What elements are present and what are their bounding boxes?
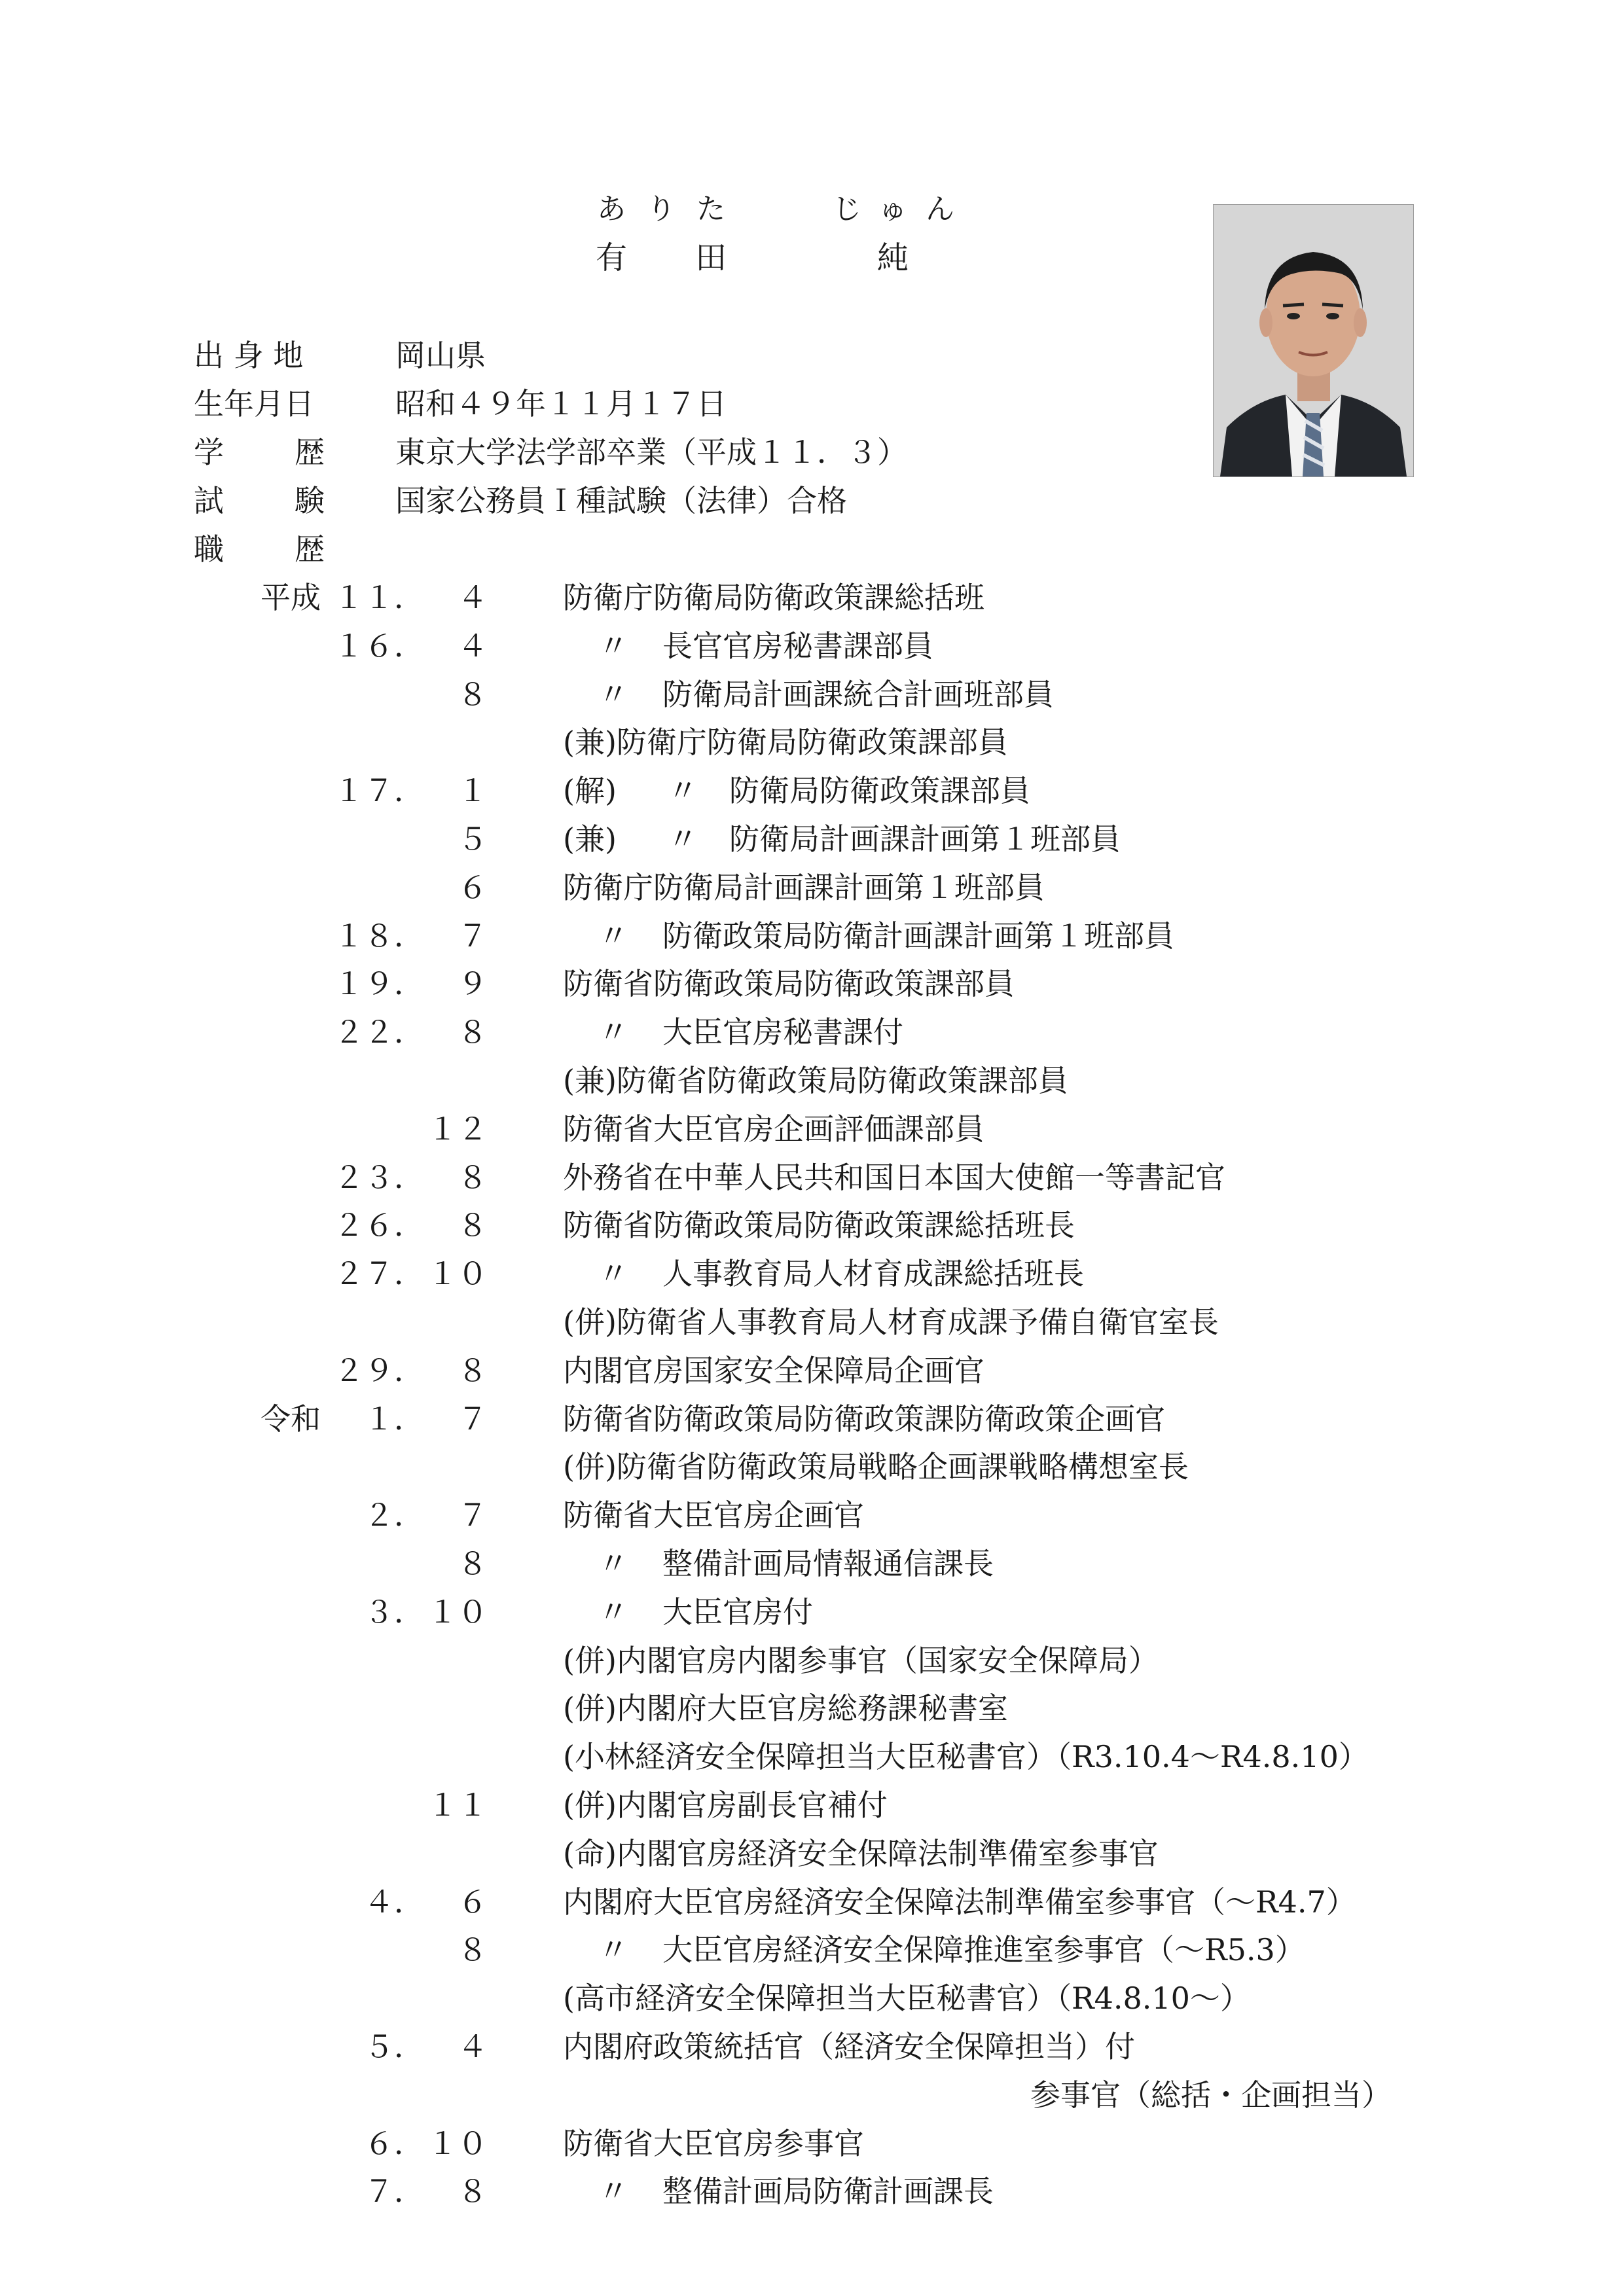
career-month: １１ [427, 1787, 488, 1823]
name-char: 田 [695, 240, 727, 276]
ditto-mark: 〃 [598, 677, 628, 712]
career-text: (兼)防衛庁防衛局防衛政策課部員 [563, 725, 1008, 760]
ditto-mark: 〃 [598, 1256, 628, 1291]
career-month: １ [458, 773, 488, 808]
career-month: ８ [458, 1546, 488, 1581]
career-month: ８ [458, 677, 488, 712]
career-text: (併)防衛省人事教育局人材育成課予備自衛官室長 [563, 1304, 1219, 1340]
career-text: 外務省在中華人民共和国日本国大使館一等書記官 [563, 1160, 1225, 1195]
career-month: ４ [458, 628, 488, 664]
career-year: ２２． [334, 1014, 424, 1050]
career-year: ６． [364, 2126, 424, 2161]
career-text: (併)内閣官房内閣参事官（国家安全保障局） [563, 1643, 1159, 1678]
career-year: ２７． [334, 1256, 424, 1291]
kana-char: じ [833, 192, 863, 226]
career-text: (高市経済安全保障担当大臣秘書官）（R4.8.10～） [563, 1981, 1250, 2016]
career-month: ８ [458, 1160, 488, 1195]
career-year: ７． [364, 2174, 424, 2209]
career-text: 人事教育局人材育成課総括班長 [662, 1256, 1084, 1291]
career-month: １０ [427, 1256, 488, 1291]
career-text: (兼)防衛省防衛政策局防衛政策課部員 [563, 1063, 1068, 1098]
ditto-mark: 〃 [598, 1546, 628, 1581]
kana-char: り [647, 192, 677, 226]
career-prefix: (兼) [563, 821, 617, 857]
career-year: １７． [334, 773, 424, 808]
career-text: 防衛省大臣官房企画官 [563, 1498, 864, 1533]
career-text: 防衛庁防衛局防衛政策課総括班 [563, 580, 984, 615]
career-label: 職 [194, 531, 224, 567]
career-month: ６ [458, 870, 488, 905]
career-text: 防衛省防衛政策局防衛政策課部員 [563, 966, 1015, 1001]
career-month: ８ [458, 1932, 488, 1967]
career-year: １１． [334, 580, 424, 615]
career-text: 防衛省防衛政策局防衛政策課総括班長 [563, 1208, 1075, 1243]
career-text: 防衛省防衛政策局防衛政策課防衛政策企画官 [563, 1401, 1165, 1437]
career-text: 防衛局計画課統合計画班部員 [662, 677, 1054, 712]
kana-char: た [696, 192, 727, 226]
career-prefix: (解) [563, 773, 617, 808]
birthdate-value: 昭和４９年１１月１７日 [395, 386, 727, 422]
birthdate-label: 生年月日 [194, 386, 314, 422]
career-text: 防衛局防衛政策課部員 [729, 773, 1030, 808]
ditto-mark: 〃 [668, 773, 698, 808]
career-text: (小林経済安全保障担当大臣秘書官）（R3.10.4～R4.8.10） [563, 1739, 1369, 1774]
kana-char: あ [597, 192, 627, 226]
career-text: 大臣官房経済安全保障推進室参事官（～R5.3） [662, 1932, 1305, 1967]
career-year: １９． [334, 966, 424, 1001]
exam-label: 試 [194, 483, 224, 518]
career-month: ４ [458, 580, 488, 615]
birthplace-value: 岡山県 [395, 338, 486, 373]
ditto-mark: 〃 [598, 918, 628, 954]
career-text: 内閣府政策統括官（経済安全保障担当）付 [563, 2029, 1135, 2064]
career-year: ５． [364, 2029, 424, 2064]
ditto-mark: 〃 [668, 821, 698, 857]
career-month: ７ [458, 1498, 488, 1533]
career-month: ６ [458, 1884, 488, 1920]
career-text: 防衛政策局防衛計画課計画第１班部員 [662, 918, 1174, 954]
kana-char: ゅ [878, 192, 909, 226]
career-text: 長官官房秘書課部員 [662, 628, 933, 664]
career-month: ７ [458, 918, 488, 954]
career-month: １０ [427, 2126, 488, 2161]
career-text: 防衛庁防衛局計画課計画第１班部員 [563, 870, 1045, 905]
career-era: 平成 [261, 580, 321, 615]
career-month: ５ [458, 821, 488, 857]
career-month: ８ [458, 2174, 488, 2209]
exam-label-2: 験 [295, 483, 325, 518]
career-label-2: 歴 [295, 531, 325, 567]
career-text: (併)防衛省防衛政策局戦略企画課戦略構想室長 [563, 1449, 1189, 1484]
career-month: １２ [427, 1111, 488, 1147]
ditto-mark: 〃 [598, 1932, 628, 1967]
career-month: ８ [458, 1208, 488, 1243]
education-label: 学 [194, 435, 224, 470]
career-year: １． [364, 1401, 424, 1437]
career-text: 大臣官房付 [662, 1594, 813, 1630]
career-text: 整備計画局情報通信課長 [662, 1546, 994, 1581]
name-char: 有 [596, 240, 628, 276]
career-text: 内閣府大臣官房経済安全保障法制準備室参事官（～R4.7） [563, 1884, 1356, 1920]
career-text: 防衛省大臣官房企画評価課部員 [563, 1111, 984, 1147]
career-text: (命)内閣官房経済安全保障法制準備室参事官 [563, 1836, 1159, 1871]
career-month: １０ [427, 1594, 488, 1630]
career-text: 防衛局計画課計画第１班部員 [729, 821, 1121, 857]
career-month: ７ [458, 1401, 488, 1437]
career-year: ２３． [334, 1160, 424, 1195]
career-year: ２６． [334, 1208, 424, 1243]
career-year: ２９． [334, 1353, 424, 1388]
ditto-mark: 〃 [598, 2174, 628, 2209]
career-year: １６． [334, 628, 424, 664]
career-month: ４ [458, 2029, 488, 2064]
education-value: 東京大学法学部卒業（平成１１．３） [395, 435, 907, 470]
career-text: 整備計画局防衛計画課長 [662, 2174, 994, 2209]
career-year: ２． [364, 1498, 424, 1533]
portrait-icon [1214, 205, 1413, 476]
career-text: 防衛省大臣官房参事官 [563, 2126, 864, 2161]
career-text: 大臣官房秘書課付 [662, 1014, 903, 1050]
career-month: ９ [458, 966, 488, 1001]
career-era: 令和 [261, 1401, 321, 1437]
kana-char: ん [926, 192, 956, 226]
career-month: ８ [458, 1014, 488, 1050]
birthplace-label: 出 身 地 [194, 338, 304, 373]
exam-value: 国家公務員Ｉ種試験（法律）合格 [395, 483, 847, 518]
name-char: 純 [877, 240, 909, 276]
career-month: ８ [458, 1353, 488, 1388]
career-year: ３． [364, 1594, 424, 1630]
ditto-mark: 〃 [598, 1014, 628, 1050]
career-text: 参事官（総括・企画担当） [1030, 2077, 1392, 2113]
portrait-photo [1213, 204, 1414, 477]
career-year: ４． [364, 1884, 424, 1920]
career-text: (併)内閣府大臣官房総務課秘書室 [563, 1691, 1008, 1726]
education-label-2: 歴 [295, 435, 325, 470]
career-year: １８． [334, 918, 424, 954]
career-text: (併)内閣官房副長官補付 [563, 1787, 888, 1823]
ditto-mark: 〃 [598, 1594, 628, 1630]
ditto-mark: 〃 [598, 628, 628, 664]
career-text: 内閣官房国家安全保障局企画官 [563, 1353, 984, 1388]
